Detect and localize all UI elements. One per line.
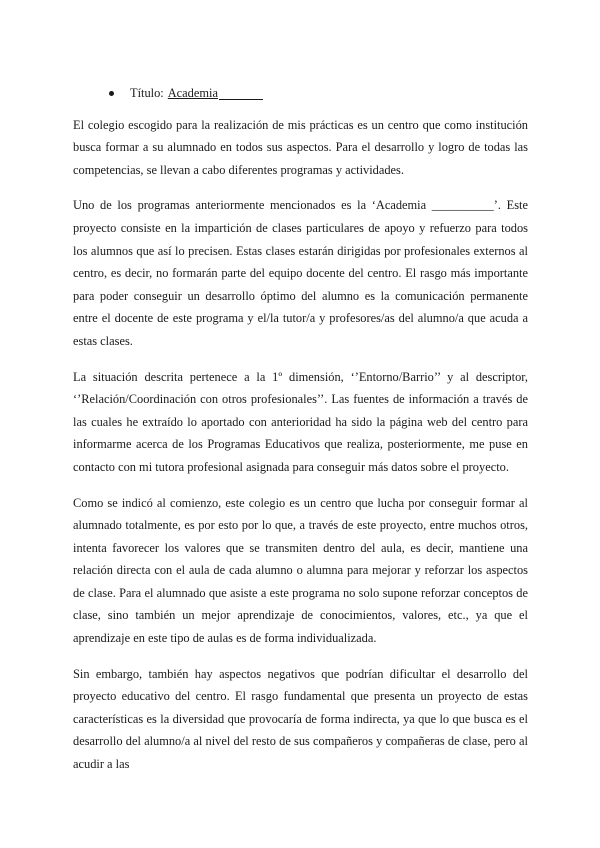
paragraph-1: El colegio escogido para la realización de mis prácticas es un centro que como institución busca formar a su alumnado en todos sus aspectos. Para el desarrollo y logro de todas las competencias, se llevan a cabo diferentes programas y actividades. <box>73 117 528 177</box>
paragraph-2: Uno de los programas anteriormente mencionados es la ‘Academia __________’. Este proyecto consiste en la impartición de clases particulares de apoyo y refuerzo para todos los alumnos que así lo precisen. Estas clases estarán dirigidas por profesionales externos al centro, es decir, no formarán parte del equipo docente del centro. El rasgo más importante para poder conseguir un desarrollo óptimo del alumno es la comunicación permanente entre el docente de este programa y el/la tutor/a y profesores/as del alumno/a que acuda a estas clases. <box>73 198 528 348</box>
title-label: Título: <box>130 86 164 100</box>
paragraph-3: La situación descrita pertenece a la 1º dimensión, ‘’Entorno/Barrio’’ y al descriptor, ‘’Relación/Coordinación con otros profesionales’’. Las fuentes de información a través de las cuales he extraído lo aportado con anterioridad ha sido la página web del centro para informarme acerca de los Programas Educativos que realiza, posteriormente, me puse en contacto con mi tutora profesional asignada para conseguir más datos sobre el proyecto. <box>73 369 528 474</box>
bullet-icon <box>109 91 114 96</box>
title-value: Academia <box>167 86 218 100</box>
document-body <box>73 82 528 789</box>
paragraph-5: Sin embargo, también hay aspectos negativos que podrían dificultar el desarrollo del proyecto educativo del centro. El rasgo fundamental que presenta un proyecto de estas características es la diversidad que provocaría de forma indirecta, ya que lo que busca es el desarrollo del alumno/a al nivel del resto de sus compañeros y compañeras de clase, pero al acudir a las <box>73 666 528 772</box>
title-blank-line <box>219 87 263 100</box>
title-bullet-item <box>109 82 528 105</box>
paragraph-4: Como se indicó al comienzo, este colegio es un centro que lucha por conseguir formar al alumnado totalmente, es por esto por lo que, a través de este proyecto, entre muchos otros, intenta favorecer los valores que se transmiten dentro del aula, es decir, mantiene una relación directa con el aula de cada alumno o alumna para mejorar y reforzar los aspectos de clase. Para el alumnado que asiste a este programa no solo supone reforzar conceptos de clase, sino también un mejor aprendizaje de conocimientos, valores, etc., ya que el aprendizaje en este tipo de aulas es de forma individualizada. <box>73 495 528 646</box>
